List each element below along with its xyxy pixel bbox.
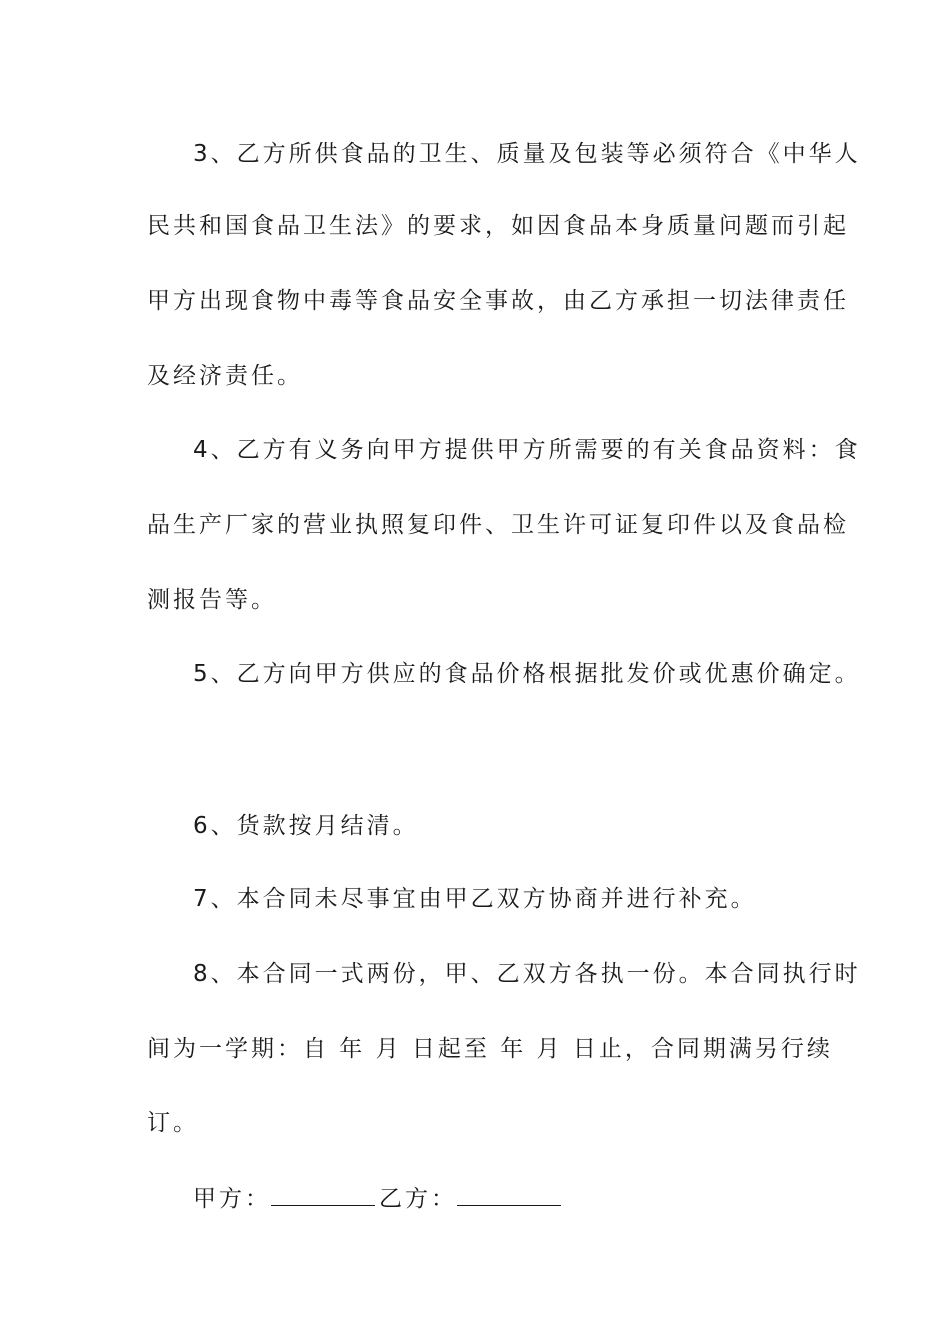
- clause-4-line-2: 品生产厂家的营业执照复印件、卫生许可证复印件以及食品检: [147, 512, 849, 538]
- clause-3-line-2: 民共和国食品卫生法》的要求，如因食品本身质量问题而引起: [147, 213, 849, 239]
- clause-4-line-1: 4、乙方有义务向甲方提供甲方所需要的有关食品资料：食: [193, 437, 861, 463]
- clause-3-line-4: 及经济责任。: [147, 363, 303, 389]
- signature-line: [193, 1183, 565, 1214]
- party-a-blank: [271, 1183, 375, 1206]
- clause-8-line-1: 8、本合同一式两份，甲、乙双方各执一份。本合同执行时: [193, 961, 861, 987]
- clause-3-line-1: 3、乙方所供食品的卫生、质量及包装等必须符合《中华人: [193, 141, 861, 167]
- clause-8-line-3: 订。: [147, 1110, 199, 1136]
- clause-6-line-1: 6、货款按月结清。: [193, 813, 419, 839]
- clause-3-line-3: 甲方出现食物中毒等食品安全事故，由乙方承担一切法律责任: [147, 288, 849, 314]
- party-a-label: 甲方：: [193, 1186, 271, 1212]
- party-b-blank: [457, 1183, 561, 1206]
- clause-8-line-2: 间为一学期：自 年 月 日起至 年 月 日止，合同期满另行续: [147, 1036, 833, 1062]
- party-b-label: 乙方：: [379, 1186, 457, 1212]
- clause-4-line-3: 测报告等。: [147, 587, 277, 613]
- clause-5-line-1: 5、乙方向甲方供应的食品价格根据批发价或优惠价确定。: [193, 661, 861, 687]
- clause-7-line-1: 7、本合同未尽事宜由甲乙双方协商并进行补充。: [193, 886, 757, 912]
